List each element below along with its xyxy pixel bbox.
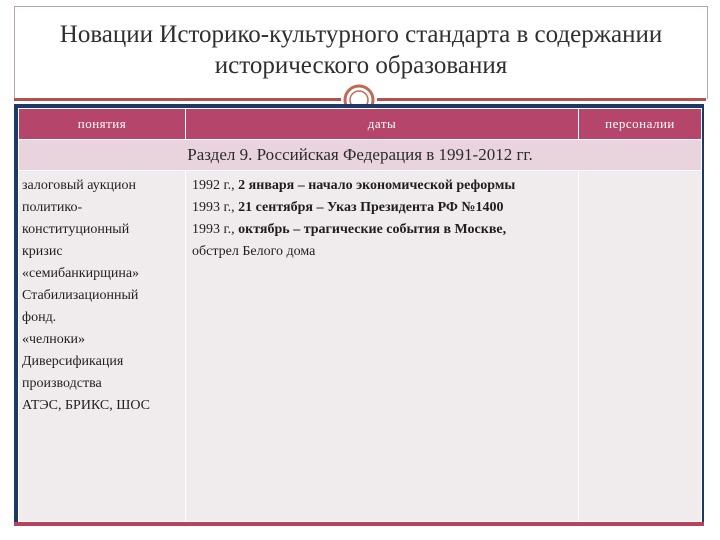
concept-item: политико- (22, 200, 83, 215)
slide-title: Новации Историко-культурного стандарта в содержании исторического образования (59, 21, 663, 79)
date-year: 1992 г., (192, 178, 235, 193)
date-event: 2 января – начало экономической реформы (238, 178, 516, 193)
col-header-dates: даты (186, 109, 579, 140)
header-row (19, 109, 702, 140)
section-title: Раздел 9. Российская Федерация в 1991-2012 гг. (19, 140, 702, 171)
concept-item: фонд. (22, 310, 57, 325)
col-header-concepts: понятия (19, 109, 186, 140)
content-table (18, 108, 702, 522)
content-row (19, 171, 702, 522)
date-year: 1993 г., (192, 200, 235, 215)
date-event: октябрь – трагические события в Москве, (238, 222, 507, 237)
section-row (19, 140, 702, 171)
concepts-cell (19, 171, 186, 522)
date-event: 21 сентября – Указ Президента РФ №1400 (238, 200, 504, 215)
persons-cell (579, 171, 702, 522)
concept-item: кризис (22, 244, 63, 259)
concept-item: конституционный (22, 222, 130, 237)
concept-item: производства (22, 376, 102, 391)
date-entry (192, 219, 572, 241)
date-year: 1993 г., (192, 222, 235, 237)
date-entry (192, 197, 572, 219)
concept-item: Стабилизационный (22, 288, 139, 303)
dates-cell (186, 171, 579, 522)
concept-item: Диверсификация (22, 354, 124, 369)
date-entry (192, 241, 572, 263)
table-frame-bottom (14, 522, 704, 526)
date-entry (192, 175, 572, 197)
concept-item: залоговый аукцион (22, 178, 137, 193)
concept-item: АТЭС, БРИКС, ШОС (22, 398, 151, 413)
concept-item: «семибанкирщина» (22, 266, 140, 281)
date-event: обстрел Белого дома (192, 244, 316, 259)
col-header-persons: персоналии (579, 109, 702, 140)
concept-item: «челноки» (22, 332, 86, 347)
